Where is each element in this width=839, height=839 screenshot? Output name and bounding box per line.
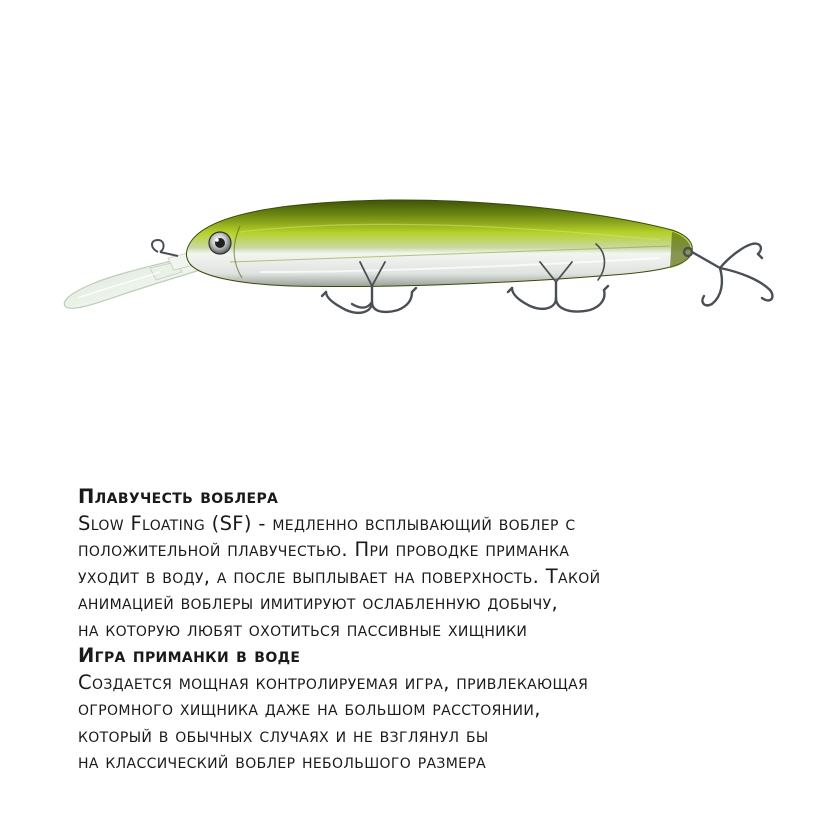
buoyancy-line-2: положительной плавучестью. При проводке приманка [78,538,570,561]
line-tie [152,240,178,256]
lure-body [186,200,692,287]
buoyancy-line-1: Slow Floating (SF) - медленно всплывающий воблер с [78,511,576,535]
description [78,484,818,776]
action-line-3: который в обычных случаях и не взглянул бы [78,723,489,747]
action-line-1: Создается мощная контролируемая игра, привлекающая [78,670,589,694]
lure-lip [64,250,206,308]
lure-eye [209,232,231,254]
buoyancy-line-5: на которую любят охотиться пассивные хищники [78,617,528,641]
action-line-2: огромного хищника даже на большом расстоянии, [78,697,541,720]
section-title-action: Игра приманки в воде [78,644,301,667]
rear-treble-hook [684,244,772,306]
action-line-4: на классический воблер небольшого размера [78,750,487,773]
section-title-buoyancy: Плавучесть воблера [78,485,279,508]
buoyancy-line-3: уходит в воду, а после выплывает на поверхность. Такой [78,564,601,588]
buoyancy-line-4: анимацией воблеры имитируют ослабленную добычу, [78,591,559,614]
